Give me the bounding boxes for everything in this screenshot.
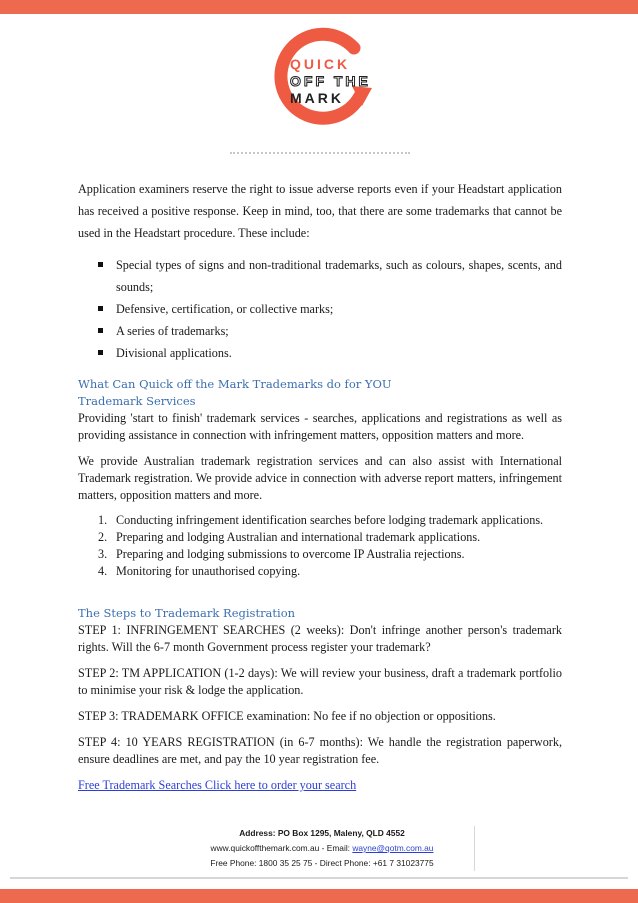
services-subheading: Trademark Services [78,394,196,408]
step-2: STEP 2: TM APPLICATION (1-2 days): We will review your business, draft a trademark portfolio to minimise your risk & lodge the application. [78,666,562,697]
step-1: STEP 1: INFRINGEMENT SEARCHES (2 weeks): Don't infringe another person's trademark rights. Will the 6-7 month Government process register your trademark? [78,623,562,654]
list-text: Conducting infringement identification searches before lodging trademark applications. [116,513,544,527]
footer-address: Address: PO Box 1295, Maleny, QLD 4552 [239,828,405,838]
footer-band [0,889,638,903]
document-body [78,178,562,794]
header-band [0,0,638,14]
footer-website: www.quickoffthemark.com.au - Email: [210,843,353,853]
steps-heading: The Steps to Trademark Registration [78,606,296,620]
intro-paragraph: Application examiners reserve the right to issue adverse reports even if your Headstart application has received a positive response. Keep in mind, too, that there are some trademarks that cannot be used in the Headstart procedure. These include: [78,182,562,240]
logo-line-2: OFF THE [290,73,371,89]
logo-text [290,56,371,107]
list-item [98,512,562,529]
footer [170,826,475,871]
services-list [78,512,562,580]
list-item [98,546,562,563]
bullet-square-icon [98,328,103,333]
exclusions-list [78,254,562,364]
list-number: 1. [98,513,108,527]
bullet-text: A series of trademarks; [116,324,229,338]
list-item [98,298,562,320]
step-3: STEP 3: TRADEMARK OFFICE examination: No fee if no objection or oppositions. [78,709,496,723]
list-text: Monitoring for unauthorised copying. [116,564,301,578]
bullet-text: Divisional applications. [116,346,232,360]
logo-line-1: QUICK [290,56,351,72]
list-item [98,342,562,364]
list-item [98,563,562,580]
bullet-square-icon [98,350,103,355]
bullet-text: Defensive, certification, or collective marks; [116,302,334,316]
logo-line-3: MARK [290,90,344,106]
list-number: 4. [98,564,108,578]
dotted-divider [230,152,410,154]
list-number: 3. [98,547,108,561]
bullet-square-icon [98,306,103,311]
services-paragraph-2: We provide Australian trademark registration services and can also assist with International Trademark registration. We provide advice in connection with adverse report matters, infringement matters, opposition matters and more. [78,454,562,502]
services-heading: What Can Quick off the Mark Trademarks do for YOU [78,377,392,391]
list-item [98,320,562,342]
bullet-text: Special types of signs and non-traditional trademarks, such as colours, shapes, scents, and sounds; [116,258,562,294]
footer-phones: Free Phone: 1800 35 25 75 - Direct Phone: +61 7 31023775 [210,858,434,868]
step-4: STEP 4: 10 YEARS REGISTRATION (in 6-7 months): We handle the registration paperwork, ensure deadlines are met, and pay the 10 year registration fee. [78,735,562,766]
footer-email-link[interactable]: wayne@qotm.com.au [352,843,434,853]
list-text: Preparing and lodging Australian and international trademark applications. [116,530,481,544]
list-item [98,254,562,298]
free-search-link[interactable]: Free Trademark Searches Click here to order your search [78,778,357,792]
list-item [98,529,562,546]
bullet-square-icon [98,262,103,267]
footer-divider [10,877,628,879]
list-number: 2. [98,530,108,544]
list-text: Preparing and lodging submissions to overcome IP Australia rejections. [116,547,465,561]
footer-contact [170,841,474,856]
services-paragraph-1: Providing 'start to finish' trademark services - searches, applications and registrations as well as providing assistance in connection with infringement matters, opposition matters and more. [78,411,562,442]
